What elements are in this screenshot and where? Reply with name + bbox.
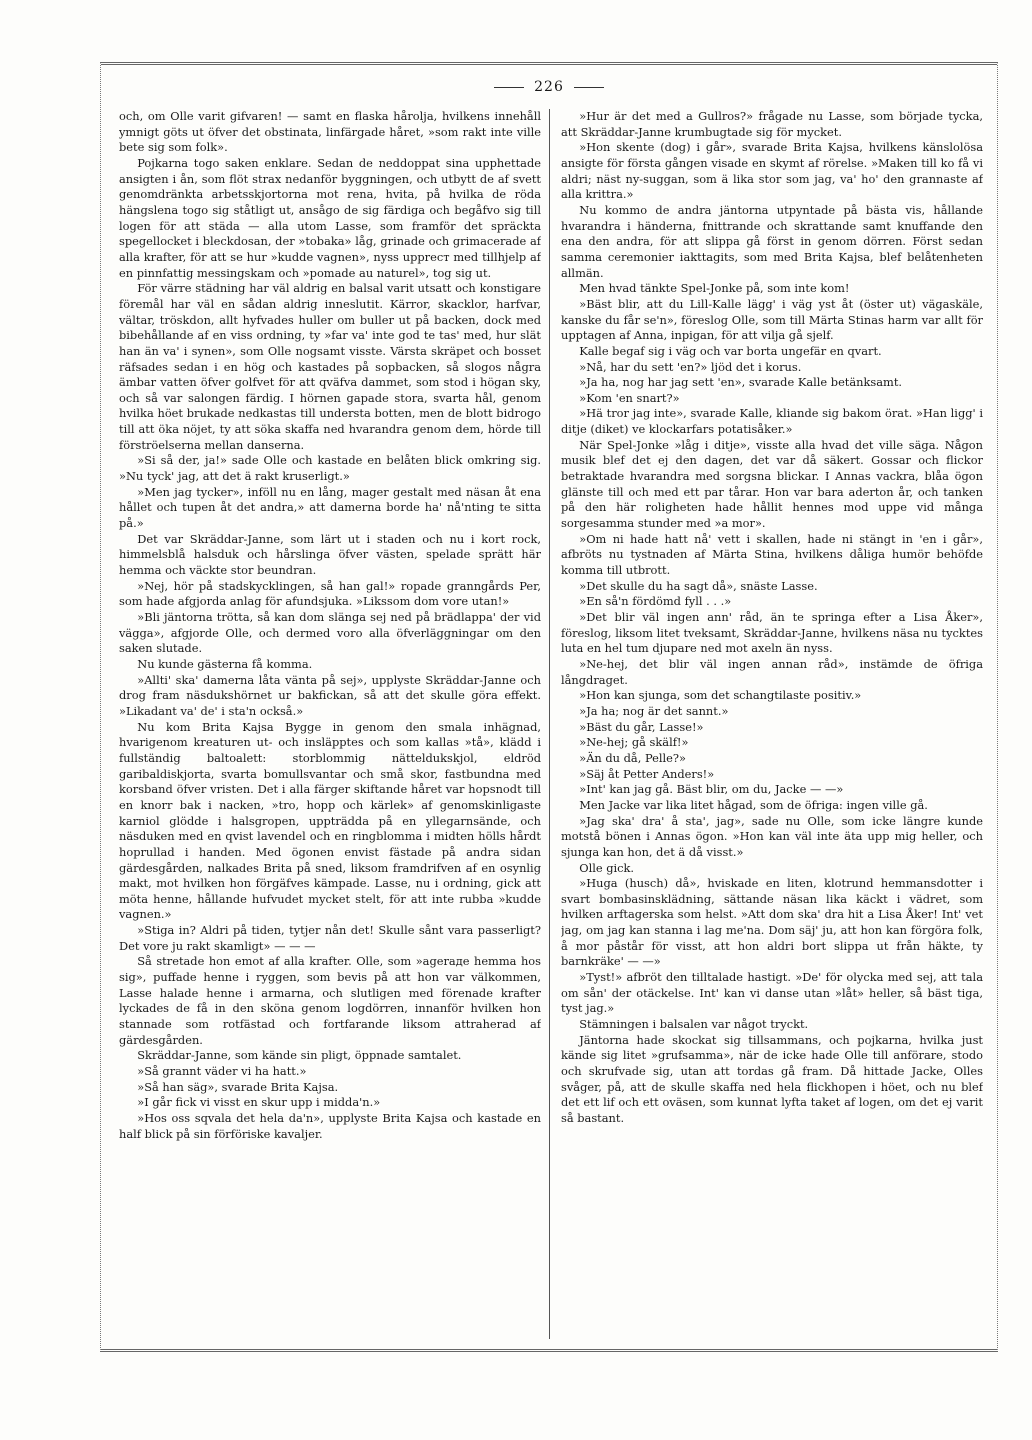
paragraph: »Bäst du går, Lasse!» [579,719,704,734]
paragraph: »Bli jäntorna trötta, så kan dom slänga sej ned på brädlappa' der vid vägga», afgjorde Olle, och dermed voro alla öfverläggningar om den saken slutade. [119,610,541,656]
paragraph: Stämningen i balsalen var något tryckt. [579,1017,809,1032]
paragraph: »Kom 'en snart?» [579,390,680,405]
paragraph: »Om ni hade hatt nå' vett i skallen, hade ni stängt in 'en i går», afbröts nu tystnaden af Märta Stina, hvilkens dåliga humör behöfde komma till utbrott. [561,531,983,578]
paragraph: Nu kom Brita Kajsa Bygge in genom den smala inhägnad, hvarigenom kreaturen ut- och insläpptes och som kallas »tå», klädd i fullständig baltoalett: storblommig nätteldukskjol, eldröd garibaldiskjorta, svarta bomullsvantar och små skor, fastbundna med korsband öfver vristen. Det i alla färger skiftande håret var hopsnodt till en knorr bak i nacken, »tro, hopp och kärlek» af genomskinligaste karniol glödde i halsgropen, uppträdda på en yllegarnsände, och näsduken med en qvist lavendel och en ringblomma i midten hölls hårdt hoprullad i handen. Med ögonen envist fästade på andra sidan gärdesgården, nalkades Brita på sned, liksom framdrifven af en osynlig makt, mot hvilken hon förgäfves kämpade. Lasse, nu i ordning, gick att möta henne, hållande hufvudet mycket stelt, för att inte rubba »kudde vagnen.» [119,719,541,922]
paragraph: »Int' kan jag gå. Bäst blir, om du, Jacke — —» [579,782,844,797]
paragraph: Men hvad tänkte Spel-Jonke på, som inte kom! [579,281,850,296]
page-number: 226 [534,79,564,95]
page-header [101,79,997,95]
paragraph: Nu kunde gästerna få komma. [137,656,313,671]
header-rule-left [494,87,524,88]
paragraph: »Ja ha; nog är det sannt.» [579,703,729,718]
paragraph: Det var Skräddar-Janne, som lärt ut i staden och nu i kort rock, himmelsblå halsduk och hårslinga öfver västen, spelade sprätt här hemma och väckte stor beundran. [119,531,541,578]
paragraph: »Så han säg», svarade Brita Kajsa. [137,1079,339,1094]
paragraph: Kalle begaf sig i väg och var borta ungefär en qvart. [579,343,882,358]
paragraph: »Än du då, Pelle?» [579,750,686,765]
paragraph: För värre städning har väl aldrig en balsal varit utsatt och konstigare föremål har väl en sådan aldrig inneslutit. Kärror, skacklor, harfvar, vältar, tröskdon, allt hyfvades huller om buller ut på backen, dock med bibehållande af en viss ordning, ty »far va' inte god te tas' med, hur slät han än va' i synen», som Olle nogsamt visste. Värsta skräpet och bosset räfsades sedan i en hög och kastades på sopbacken, så slogos några ämbar vatten öfver golfvet för att qväfva dammet, som stod i högan sky, och så var salongen färdig. I hörnen gapade stora, svarta hål, genom hvilka höet brukade nedkastas till understa botten, men de blott bidrogo till att öka nöjet, ty att söka skaffa ned hvarandra genom dem, hörde till förströelserna mellan danserna. [119,281,541,452]
header-rule-right [574,87,604,88]
paragraph: »Men jag tycker», inföll nu en lång, mager gestalt med näsan åt ena hållet och tupen åt det andra,» att damerna borde ha' nå'nting te sitta på.» [119,484,541,531]
paragraph: När Spel-Jonke »låg i ditje», visste alla hvad det ville säga. Någon musik blef det ej den dagen, det var då säkert. Gossar och flickor betraktade hvarandra med sorgsna blickar. I Annas vackra, blåa ögon glänste till och med ett par tårar. Hon var bara aderton år, och tanken på den här roligheten hade hållit hennes mod uppe vid många sorgesamma stunder med »a mor». [561,437,983,531]
paragraph: »Hos oss sqvala det hela da'n», upplyste Brita Kajsa och kastade en half blick på sin förföriske kavaljer. [119,1111,541,1141]
paragraph: Jäntorna hade skockat sig tillsammans, och pojkarna, hvilka just kände sig litet »grufsamma», när de icke hade Olle till anförare, stodo och skrufvade sig, utan att tordas gå fram. Då hittade Jacke, Olles svåger, på, att de skulle skaffa ned hela flickhopen i höet, och nu blef det ett lif och ett oväsen, som kunnat lyfta taket af logen, om det ej varit så bastant. [561,1032,983,1125]
paragraph: »Det skulle du ha sagt då», snäste Lasse. [579,578,818,593]
paragraph: »Nå, har du sett 'en?» ljöd det i korus. [579,359,802,374]
paragraph: »Hä tror jag inte», svarade Kalle, kliande sig bakom örat. »Han ligg' i ditje (diket) ve klockarfars potatisåker.» [561,406,983,437]
left-column [119,109,541,1341]
newspaper-page [100,62,998,1352]
paragraph: »Hur är det med a Gullros?» frågade nu Lasse, som började tycka, att Skräddar-Janne krumbugtade sig för mycket. [561,109,983,139]
paragraph: och, om Olle varit gifvaren! — samt en flaska hårolja, hvilkens innehåll ymnigt göts ut öfver det obstinata, linfärgade håret, »som rakt inte ville bete sig som folk». [119,109,541,155]
paragraph: »Huga (husch) då», hviskade en liten, klotrund hemmansdotter i svart bombasinsklädning, sättande näsan lika käckt i vädret, som hvilken arftagerska som helst. »Att dom ska' dra hit a Lisa Åker! Int' vet jag, om jag kan stanna i lag me'na. Dom säj' ju, att hon kan förgöra folk, å mor påstår för visst, att hon aldri bort slippa ut från häkte, ty barnkräke' — —» [561,876,983,969]
paragraph: Nu kommo de andra jäntorna utpyntade på bästa vis, hållande hvarandra i händerna, fnittrande och skrattande samt knuffande den ena den andra, för att slippa gå först in genom dörren. Först sedan samma ceremonier iakttagits, som med Brita Kajsa, blef belåtenheten allmän. [561,202,983,280]
paragraph: Pojkarna togo saken enklare. Sedan de neddoppat sina upphettade ansigten i ån, som flöt strax nedanför byggningen, och utbytt de af svett genomdränkta arbetsskjortorna mot rena, hvita, på hvilka de röda hängslena togo sig ståtligt ut, ansågo de sig färdiga och begåfvo sig till logen för att städa — alla utom Lasse, som framför det spräckta spegellocket i bleckdosan, der »tobaka» låg, grinade och grimacerade af alla krafter, för att se hur »kudde vagnen», nyss uppreст med tillhjelp af en pinnfattig messingskam och »pomade au naturel», tog sig ut. [119,155,541,280]
paragraph: »Hon skente (dog) i går», svarade Brita Kajsa, hvilkens känslolösa ansigte för första gången visade en skymt af rörelse. »Maken till ko få vi aldri; näst ny-suggan, som ä lika stor som jag, va' ho' den grannaste af alla krittra.» [561,140,983,202]
paragraph: »Bäst blir, att du Lill-Kalle lägg' i väg yst åt (öster ut) vägaskäle, kanske du får se'n», föreslog Olle, som till Märta Stinas harm var allt för upptagen af Anna, inpigan, för att vilja gå sjelf. [561,296,983,343]
paragraph: »En så'n fördömd fyll . . .» [579,594,732,609]
paragraph: »Så grannt väder vi ha hatt.» [137,1064,307,1079]
paragraph: »Ne-hej; gå skälf!» [579,735,689,750]
paragraph: »I går fick vi visst en skur upp i midda'n.» [137,1095,381,1110]
paragraph: »Stiga in? Aldri på tiden, tytjer nån det! Skulle sånt vara passerligt? Det vore ju rakt skamligt» — — — [119,923,541,953]
paragraph: »Allti' ska' damerna låta vänta på sej», upplyste Skräddar-Janne och drog fram näsdukshörnet ur bakfickan, så att det skulle göra effekt. »Likadant va' de' i sta'n också.» [119,672,541,718]
paragraph: Men Jacke var lika litet hågad, som de öfriga: ingen ville gå. [579,797,928,812]
paragraph: »Tyst!» afbröt den tilltalade hastigt. »De' för olycka med sej, att tala om sån' der otäckelse. Int' kan vi danse utan »låt» heller, så bäst tiga, tyst jag.» [561,970,983,1016]
paragraph: »Säj åt Petter Anders!» [579,766,715,781]
paragraph: Så stretade hon emot af alla krafter. Olle, som »ageraде hemma hos sig», puffade henne i ryggen, som bevis på att hon var välkommen, Lasse halade henne i armarna, och slutligen med förenade krafter lyckades de få in den sköna genom logdörren, innanför hvilken hon stannade som rotfästad och fortfarande liksom attraherad af gärdesgården. [119,954,541,1047]
paragraph: »Si så der, ja!» sade Olle och kastade en belåten blick omkring sig. »Nu tyck' jag, att det ä rakt kruserligt.» [119,453,541,484]
paragraph: Skräddar-Janne, som kände sin pligt, öppnade samtalet. [137,1048,462,1063]
paragraph: »Hon kan sjunga, som det schangtilaste positiv.» [579,688,862,703]
paragraph: »Ne-hej, det blir väl ingen annan råd», instämde de öfriga långdraget. [561,656,983,687]
paragraph: Olle gick. [579,860,635,875]
paragraph: »Nej, hör på stadskycklingen, så han gal!» ropade granngårds Per, som hade afgjorda anlag för afundsjuka. »Likssom dom vore utan!» [119,578,541,609]
paragraph: »Det blir väl ingen ann' råd, än te springa efter a Lisa Åker», föreslog, liksom litet tveksamt, Skräddar-Janne, hvilkens näsa nu tycktes luta en hel tum djupare ned mot axeln än nyss. [561,610,983,656]
right-column [561,109,983,1341]
paragraph: »Jag ska' dra' å sta', jag», sade nu Olle, som icke längre kunde motstå bönen i Annas ögon. »Hon kan väl inte äta upp mig heller, och sjunga kan hon, det ä då visst.» [561,813,983,859]
column-divider [549,109,550,1339]
paragraph: »Ja ha, nog har jag sett 'en», svarade Kalle betänksamt. [579,375,903,390]
